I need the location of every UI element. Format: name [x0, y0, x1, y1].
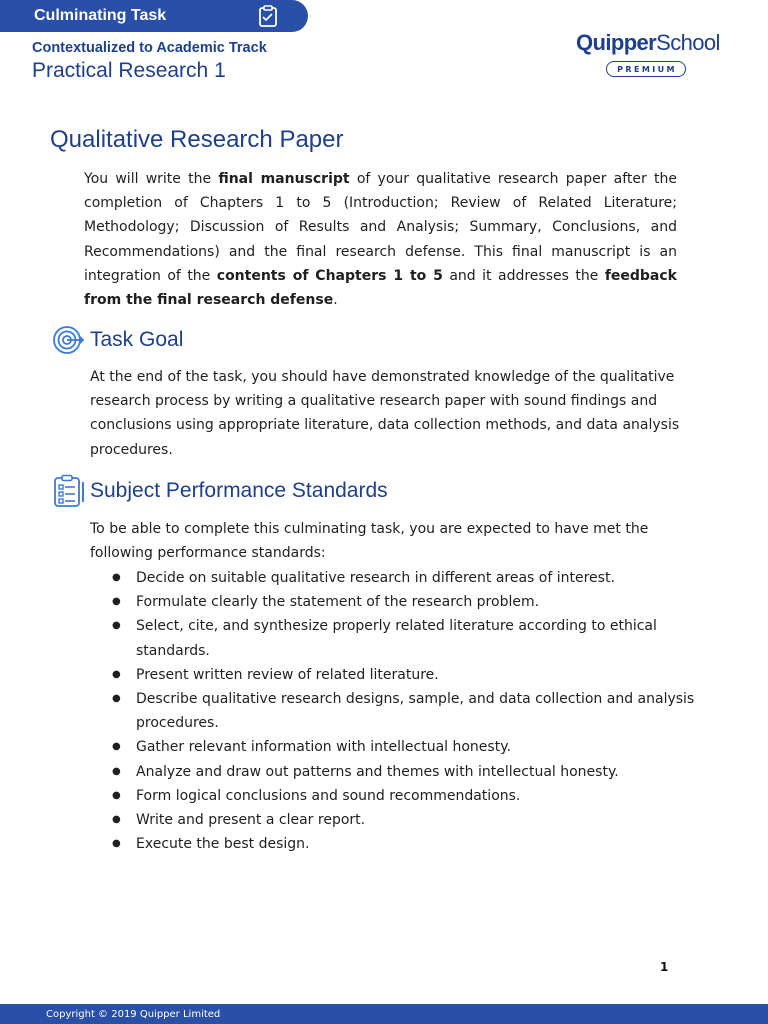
list-item: ● Describe qualitative research designs, sample, and data collection and analysis procedures.	[110, 687, 710, 735]
premium-badge: PREMIUM	[606, 61, 686, 77]
quipper-school-logo	[576, 30, 718, 80]
list-item: ● Write and present a clear report.	[110, 808, 710, 832]
banner-label: Culminating Task	[34, 7, 167, 24]
copyright-text: Copyright © 2019 Quipper Limited	[46, 1008, 221, 1020]
page-number: 1	[660, 960, 669, 974]
task-goal-title: Task Goal	[90, 328, 184, 351]
bold-phrase: final manuscript	[218, 171, 350, 187]
bold-phrase: feedback from the final research defense	[84, 267, 677, 309]
list-item: ● Execute the best design.	[110, 832, 710, 856]
intro-paragraph	[84, 167, 677, 312]
list-item: ● Gather relevant information with intellectual honesty.	[110, 735, 710, 759]
list-item: ● Decide on suitable qualitative research in different areas of interest.	[110, 566, 710, 590]
task-goal-paragraph: At the end of the task, you should have demonstrated knowledge of the qualitative research process by writing a qualitative research paper with sound findings and conclusions using appropriate literature, data collection methods, and data analysis procedures.	[90, 369, 680, 458]
target-icon	[52, 323, 86, 357]
task-goal-heading	[52, 323, 183, 357]
bold-phrase: contents of Chapters 1 to 5	[216, 267, 443, 284]
list-item: ● Select, cite, and synthesize properly related literature according to ethical standards.	[110, 614, 710, 662]
standards-list	[110, 566, 710, 856]
culminating-task-banner	[0, 0, 308, 32]
list-item: ● Analyze and draw out patterns and themes with intellectual honesty.	[110, 760, 710, 784]
page-title: Qualitative Research Paper	[50, 126, 344, 153]
logo-wordmark: QuipperSchool	[576, 30, 720, 55]
track-subtitle: Contextualized to Academic Track	[32, 40, 267, 56]
text-run: You will write the	[84, 171, 219, 187]
standards-heading	[52, 474, 388, 508]
list-item: ● Formulate clearly the statement of the research problem.	[110, 590, 710, 614]
standards-intro: To be able to complete this culminating task, you are expected to have met the following performance standards:	[90, 521, 649, 562]
footer-bar	[0, 1004, 768, 1024]
text-run: .	[333, 292, 338, 309]
list-item: ● Form logical conclusions and sound recommendations.	[110, 784, 710, 808]
checklist-icon	[52, 474, 86, 508]
text-run: and it addresses the	[442, 267, 605, 284]
standards-title: Subject Performance Standards	[90, 479, 388, 502]
list-item: ● Present written review of related literature.	[110, 663, 710, 687]
course-title: Practical Research 1	[32, 59, 226, 82]
clipboard-check-icon	[258, 5, 278, 27]
text-run: of your qualitative research paper after the completion of Chapters 1 to 5 (Introduction; Review of Related Literature; Methodology; Discussion of Results and Analysis; Summary, Conclusions, and Recommendations) and the final research defense. This final manuscript is an integration of the	[84, 171, 677, 284]
